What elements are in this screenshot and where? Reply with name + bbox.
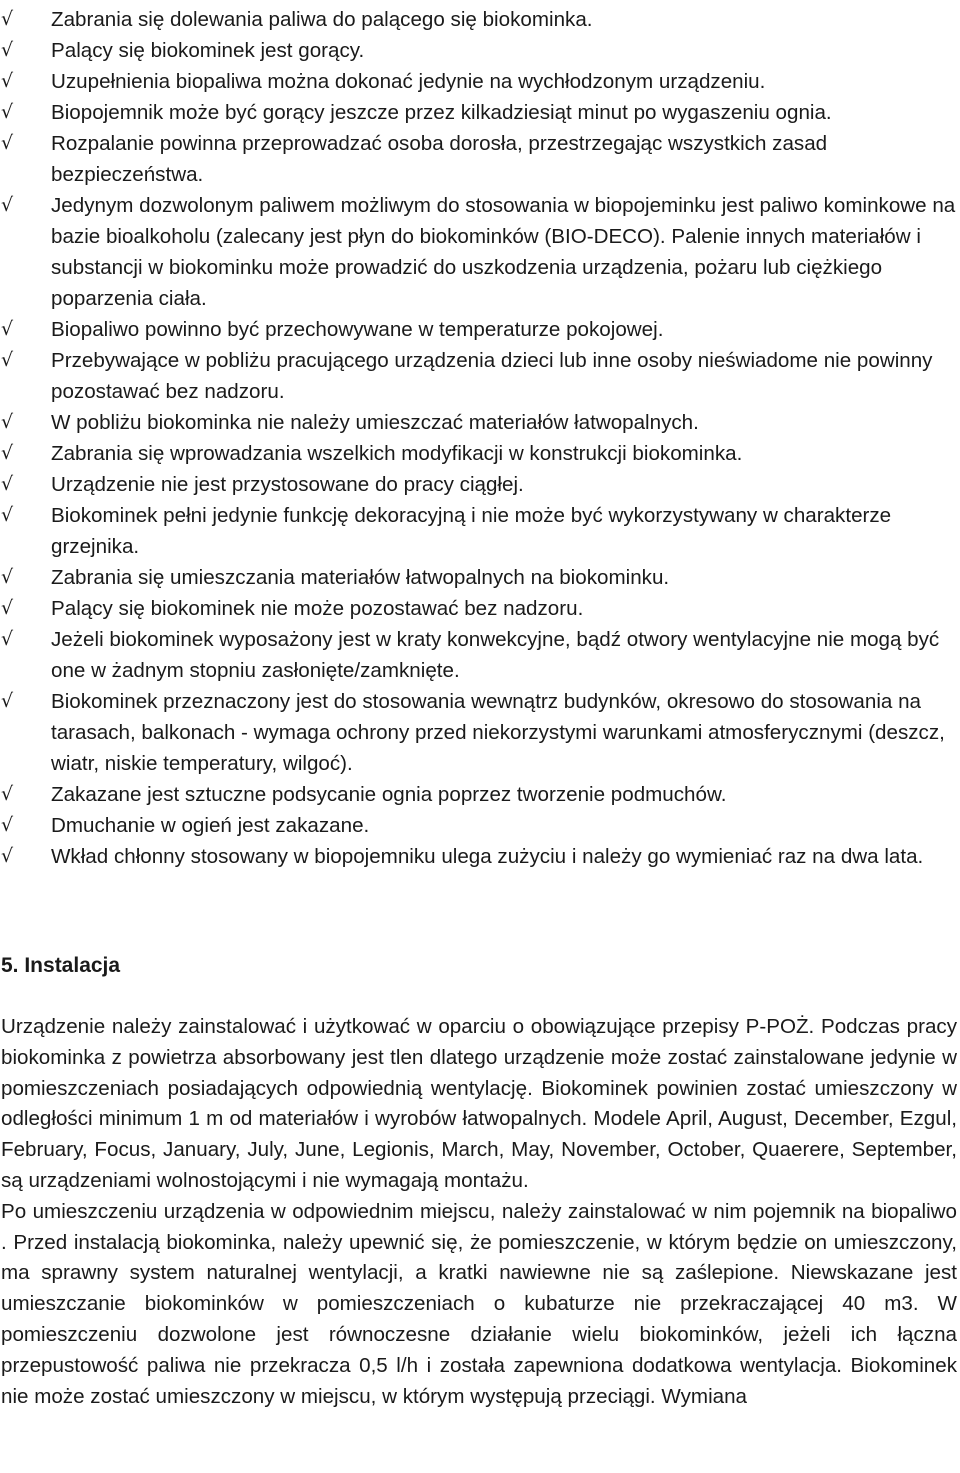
checklist-item [0, 97, 958, 128]
checkmark-icon: √ [1, 349, 14, 371]
checkmark-icon: √ [1, 628, 14, 650]
checkmark-icon: √ [1, 814, 14, 836]
checklist-item [0, 686, 958, 779]
checklist-item [0, 438, 958, 469]
checklist-item-text: Palący się biokominek jest gorący. [51, 39, 365, 62]
checklist-item-text: Jedynym dozwolonym paliwem możliwym do stosowania w biopojeminku jest paliwo kominkowe na bazie bioalkoholu (zalecany jest płyn do biokominków (BIO-DECO). Palenie innych materiałów i substancji w biokominku może prowadzić do uszkodzenia urządzenia, pożaru lub ciężkiego poparzenia ciała. [51, 194, 956, 310]
checkmark-icon: √ [1, 39, 14, 61]
checklist-item-text: Wkład chłonny stosowany w biopojemniku ulega zużyciu i należy go wymieniać raz na dwa lata. [51, 845, 924, 868]
section-heading: 5. Instalacja [1, 954, 121, 977]
checklist-item [0, 593, 958, 624]
checklist-item-text: Zabrania się umieszczania materiałów łatwopalnych na biokominku. [51, 566, 670, 589]
checklist-item [0, 562, 958, 593]
checklist-item-text: Biokominek przeznaczony jest do stosowania wewnątrz budynków, okresowo do stosowania na tarasach, balkonach - wymaga ochrony przed niekorzystymi warunkami atmosferycznymi (deszcz, wiatr, niskie temperatury, wilgoć). [51, 690, 945, 775]
checkmark-icon: √ [1, 70, 14, 92]
checkmark-icon: √ [1, 473, 14, 495]
checkmark-icon: √ [1, 783, 14, 805]
body-paragraph: Po umieszczeniu urządzenia w odpowiednim miejscu, należy zainstalować w nim pojemnik na biopaliwo . Przed instalacją biokominka, należy upewnić się, że pomieszczenie, w którym będzie on umieszczony, ma sprawny system naturalnej wentylacji, a kratki nawiewne nie są zaślepione. Niewskazane jest umieszczanie biokominków w pomieszczeniach o kubaturze nie przekraczającej 40 m3. W pomieszczeniu dozwolone jest równoczesne działanie wielu biokominków, jeżeli ich łączna przepustowość paliwa nie przekracza 0,5 l/h i została zapewniona dodatkowa wentylacja. Biokominek nie może zostać umieszczony w miejscu, w którym występują przeciągi. Wymiana [1, 1199, 957, 1408]
checkmark-icon: √ [1, 101, 14, 123]
checklist-item-text: Rozpalanie powinna przeprowadzać osoba dorosła, przestrzegając wszystkich zasad bezpieczeństwa. [51, 132, 828, 186]
checkmark-icon: √ [1, 442, 14, 464]
checklist-item [0, 66, 958, 97]
checklist-item-text: Przebywające w pobliżu pracującego urządzenia dzieci lub inne osoby nieświadome nie powinny pozostawać bez nadzoru. [51, 349, 933, 403]
checklist-item-text: Urządzenie nie jest przystosowane do pracy ciągłej. [51, 473, 524, 496]
body-paragraph: Urządzenie należy zainstalować i użytkować w oparciu o obowiązujące przepisy P-POŻ. Podczas pracy biokominka z powietrza absorbowany jest tlen dlatego urządzenie może zostać zainstalowane jedynie w pomieszczeniach posiadających odpowiednią wentylację. Biokominek powinien zostać umieszczony w odległości minimum 1 m od materiałów i wyrobów łatwopalnych. Modele April, August, December, Ezgul, February, Focus, January, July, June, Legionis, March, May, November, October, Quaerere, September, są urządzeniami wolnostojącymi i nie wymagają montażu. [1, 1015, 957, 1192]
checkmark-icon: √ [1, 504, 14, 526]
checklist-item-text: Biokominek pełni jedynie funkcję dekoracyjną i nie może być wykorzystywany w charakterze grzejnika. [51, 504, 892, 558]
checklist-item-text: Zabrania się wprowadzania wszelkich modyfikacji w konstrukcji biokominka. [51, 442, 743, 465]
checklist-item [0, 810, 958, 841]
checklist-item [0, 469, 958, 500]
checklist-item [0, 624, 958, 686]
checklist-item [0, 190, 958, 314]
checklist-item-text: Palący się biokominek nie może pozostawać bez nadzoru. [51, 597, 584, 620]
checklist-item [0, 779, 958, 810]
checklist-item-text: Biopojemnik może być gorący jeszcze przez kilkadziesiąt minut po wygaszeniu ognia. [51, 101, 832, 124]
checkmark-icon: √ [1, 8, 14, 30]
checklist-item-text: Dmuchanie w ogień jest zakazane. [51, 814, 370, 837]
checklist-item [0, 4, 958, 35]
checklist-item [0, 841, 958, 872]
checkmark-icon: √ [1, 318, 14, 340]
checklist-item [0, 128, 958, 190]
safety-checklist [0, 4, 958, 872]
checklist-item-text: Biopaliwo powinno być przechowywane w temperaturze pokojowej. [51, 318, 664, 341]
checkmark-icon: √ [1, 566, 14, 588]
checklist-item-text: W pobliżu biokominka nie należy umieszczać materiałów łatwopalnych. [51, 411, 699, 434]
checklist-item [0, 407, 958, 438]
checklist-item [0, 500, 958, 562]
section-body [1, 1012, 957, 1412]
checklist-item [0, 314, 958, 345]
checkmark-icon: √ [1, 845, 14, 867]
checklist-item-text: Uzupełnienia biopaliwa można dokonać jedynie na wychłodzonym urządzeniu. [51, 70, 766, 93]
checkmark-icon: √ [1, 597, 14, 619]
checkmark-icon: √ [1, 411, 14, 433]
checkmark-icon: √ [1, 194, 14, 216]
checkmark-icon: √ [1, 690, 14, 712]
checklist-item-text: Zakazane jest sztuczne podsycanie ognia poprzez tworzenie podmuchów. [51, 783, 727, 806]
checkmark-icon: √ [1, 132, 14, 154]
checklist-item-text: Zabrania się dolewania paliwa do palącego się biokominka. [51, 8, 593, 31]
checklist-item [0, 345, 958, 407]
checklist-item-text: Jeżeli biokominek wyposażony jest w kraty konwekcyjne, bądź otwory wentylacyjne nie mogą być one w żadnym stopniu zasłonięte/zamknięte. [51, 628, 940, 682]
checklist-item [0, 35, 958, 66]
